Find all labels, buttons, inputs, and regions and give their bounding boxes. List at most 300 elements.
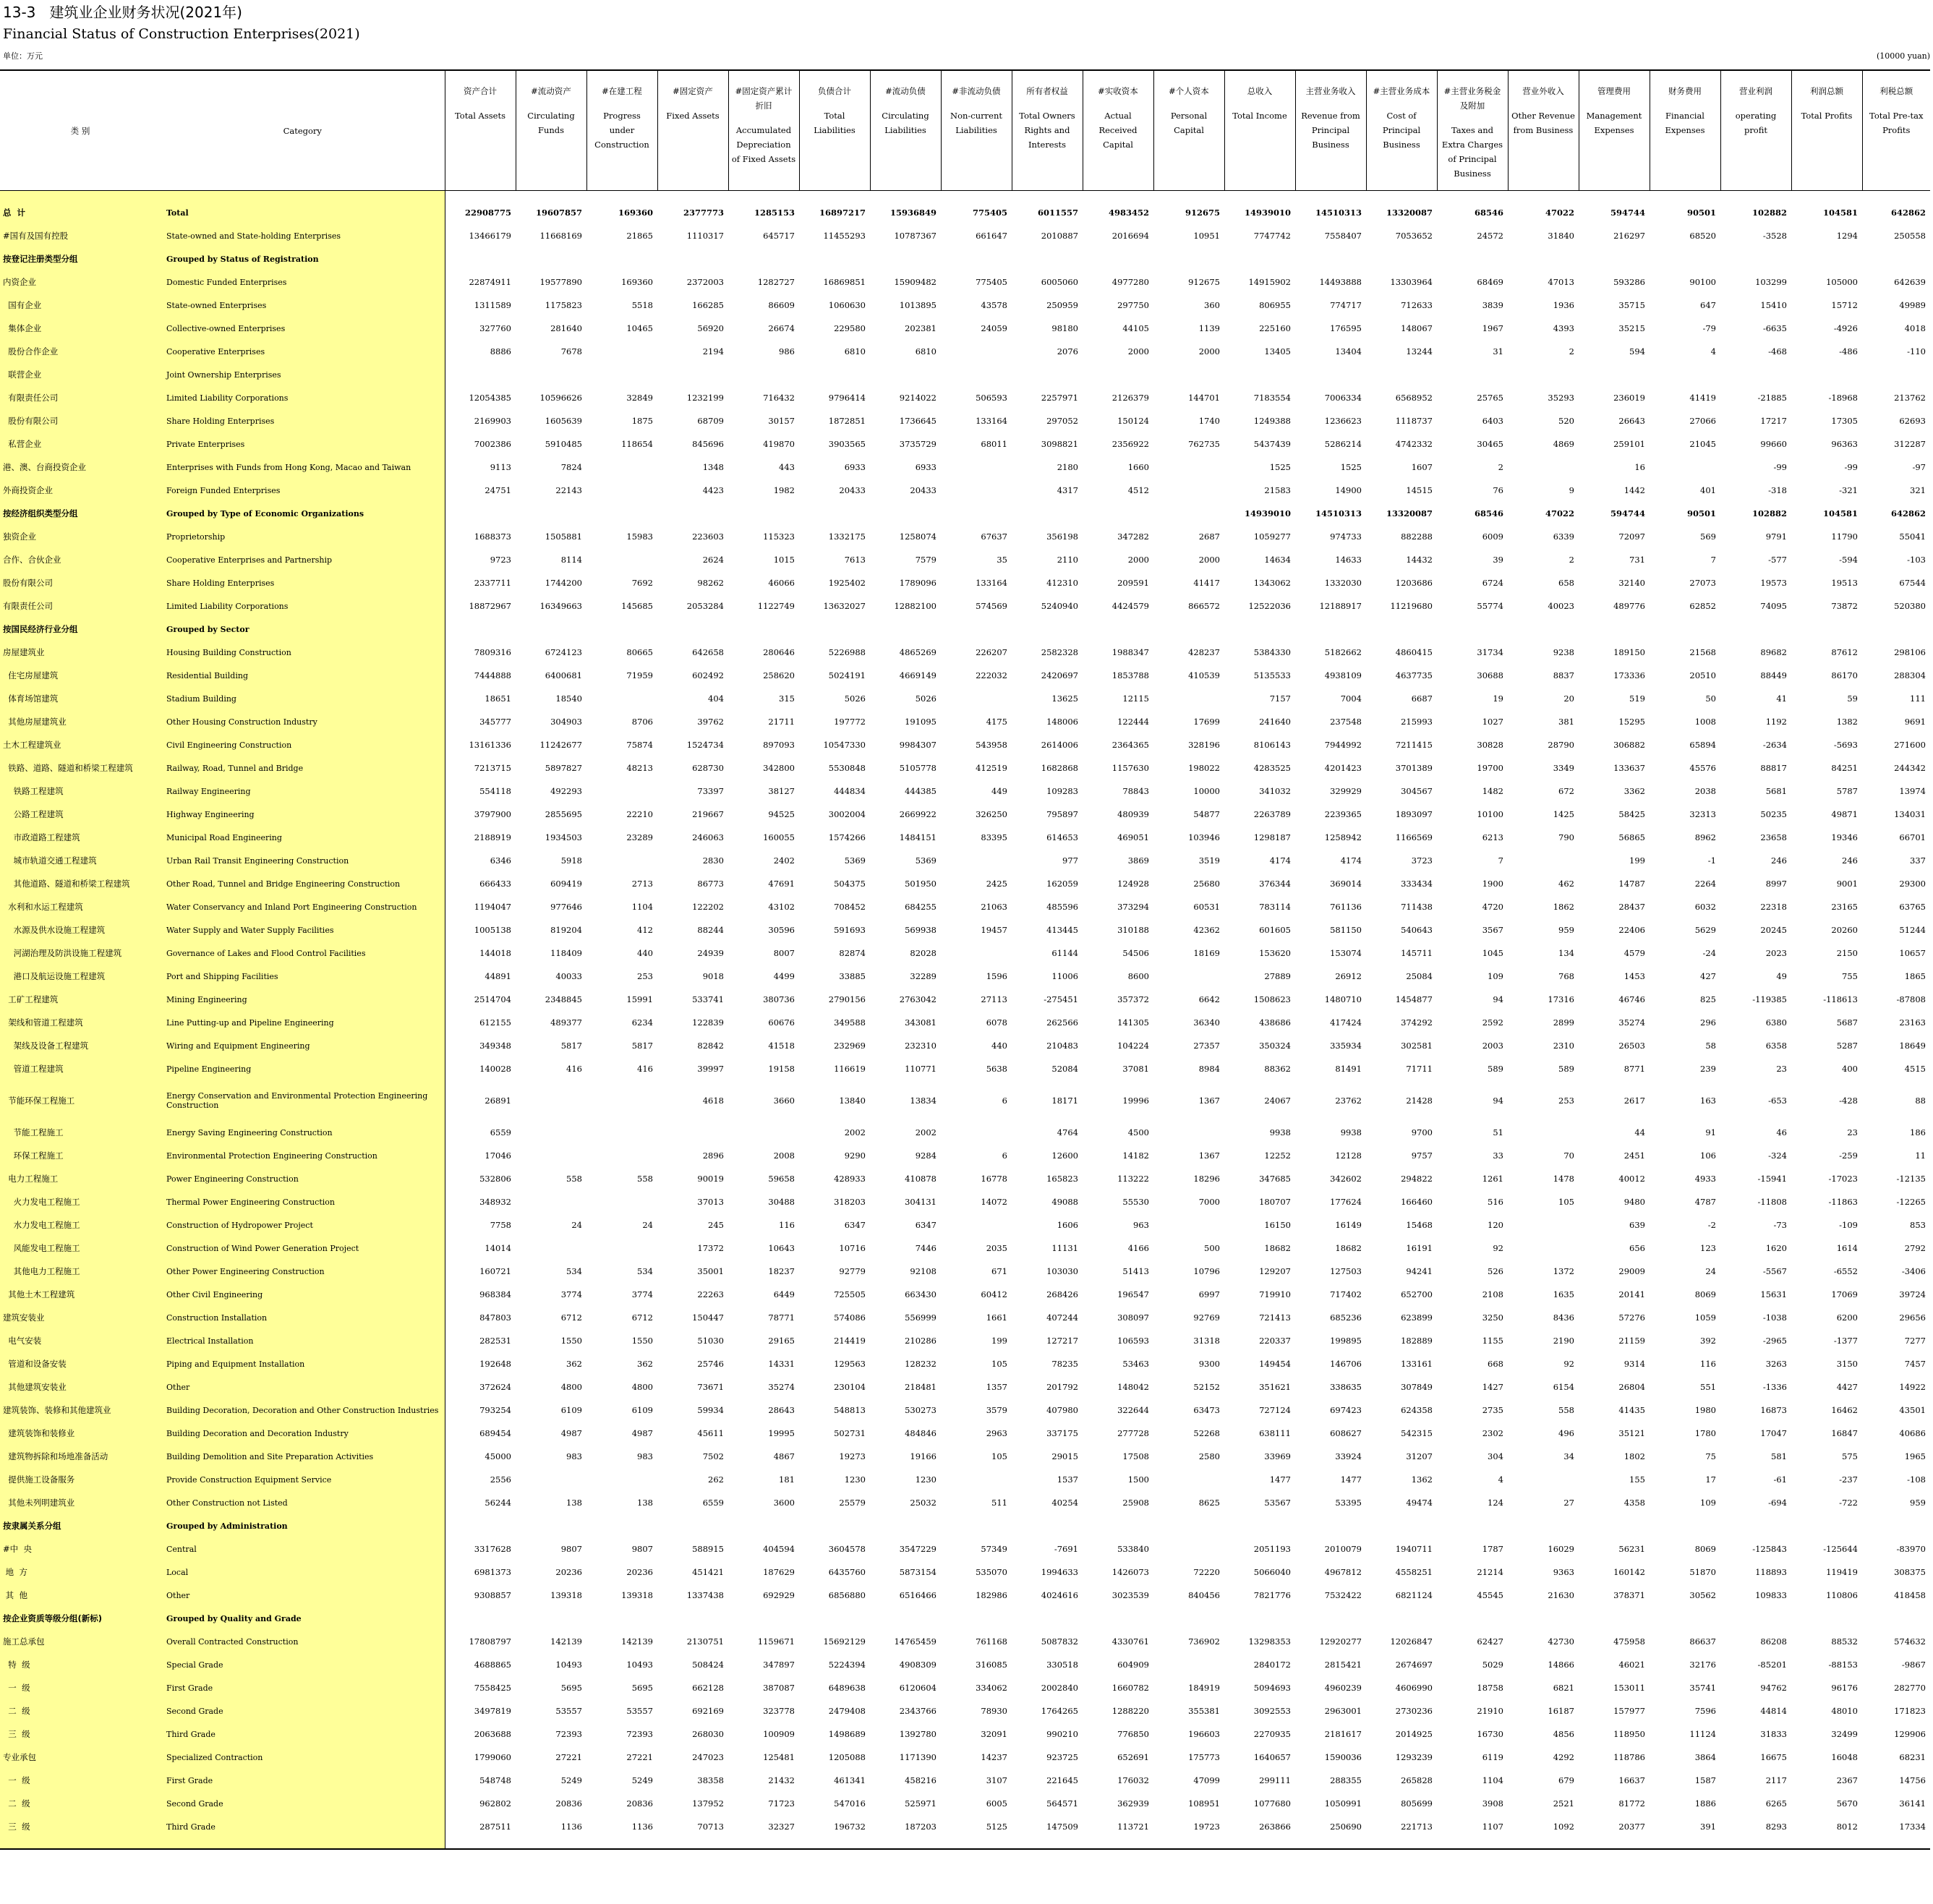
cell-value: 10493 bbox=[626, 1659, 653, 1670]
cell-value bbox=[1791, 1514, 1862, 1537]
cell-value: 1789096 bbox=[899, 577, 936, 588]
cell-value: 21432 bbox=[768, 1775, 795, 1785]
cell-value: 327760 bbox=[479, 323, 511, 333]
cell-value: 187203 bbox=[905, 1821, 936, 1832]
row-label-cn: 其他未列明建筑业 bbox=[0, 1491, 161, 1514]
row-label-en: Cooperative Enterprises and Partnership bbox=[161, 548, 445, 571]
cell-value: 977 bbox=[1062, 855, 1078, 866]
row-label-cn: 有限责任公司 bbox=[0, 386, 161, 409]
cell-value: 986 bbox=[779, 346, 795, 357]
cell-value: 8625 bbox=[1198, 1497, 1220, 1508]
row-label-en: Piping and Equipment Installation bbox=[161, 1352, 445, 1375]
cell-value: 18540 bbox=[555, 693, 582, 704]
cell-value: 4358 bbox=[1623, 1497, 1645, 1508]
cell-value: 6005 bbox=[986, 1798, 1007, 1809]
cell-value bbox=[1083, 247, 1153, 270]
cell-value: 1787 bbox=[1482, 1543, 1503, 1554]
header-col-2 bbox=[586, 70, 657, 190]
cell-value: 129207 bbox=[1259, 1265, 1291, 1276]
cell-value: 5024191 bbox=[828, 670, 866, 680]
cell-value: 9238 bbox=[1553, 646, 1574, 657]
cell-value: 86208 bbox=[1760, 1636, 1787, 1647]
cell-value: 7 bbox=[1710, 554, 1716, 565]
cell-value: 25908 bbox=[1122, 1497, 1149, 1508]
cell-value: 762735 bbox=[1188, 438, 1220, 449]
cell-value: 5105778 bbox=[899, 762, 936, 773]
cell-value: 14633 bbox=[1335, 554, 1362, 565]
cell-value bbox=[1083, 618, 1153, 641]
cell-value: 7821776 bbox=[1253, 1589, 1291, 1600]
cell-value: 2117 bbox=[1765, 1775, 1787, 1785]
cell-value bbox=[1720, 618, 1791, 641]
cell-value: 173336 bbox=[1613, 670, 1645, 680]
cell-value bbox=[516, 363, 586, 386]
cell-value: 7004 bbox=[1340, 693, 1362, 704]
cell-value bbox=[1508, 618, 1579, 641]
cell-value: 380736 bbox=[763, 994, 795, 1004]
cell-value: 343081 bbox=[905, 1017, 936, 1028]
cell-value: 19995 bbox=[768, 1427, 795, 1438]
cell-value: 3839 bbox=[1482, 299, 1503, 310]
cell-value: 1192 bbox=[1765, 716, 1787, 727]
cell-value: 4024616 bbox=[1041, 1589, 1078, 1600]
cell-value: 17372 bbox=[697, 1242, 724, 1253]
cell-value: 6009 bbox=[1482, 531, 1503, 542]
row-label-en: Port and Shipping Facilities bbox=[161, 965, 445, 988]
cell-value: 59 bbox=[1847, 693, 1858, 704]
cell-value: 819204 bbox=[550, 924, 582, 935]
cell-value: 6380 bbox=[1765, 1017, 1787, 1028]
cell-value: 139318 bbox=[550, 1589, 582, 1600]
cell-value: 5369 bbox=[844, 855, 866, 866]
cell-value: 2674697 bbox=[1395, 1659, 1433, 1670]
cell-value: 548748 bbox=[479, 1775, 511, 1785]
cell-value: 2377773 bbox=[683, 207, 724, 218]
cell-value: 86773 bbox=[697, 878, 724, 889]
cell-value: 6712 bbox=[631, 1312, 653, 1323]
cell-value: 469051 bbox=[1117, 832, 1149, 842]
cell-value: 2521 bbox=[1553, 1798, 1574, 1809]
table-row bbox=[0, 432, 1930, 456]
cell-value: 68011 bbox=[981, 438, 1007, 449]
cell-value: 6119 bbox=[1482, 1751, 1503, 1762]
cell-value: 1288220 bbox=[1111, 1705, 1149, 1716]
cell-value: 14787 bbox=[1618, 878, 1645, 889]
cell-value: 35715 bbox=[1618, 299, 1645, 310]
cell-value: 78235 bbox=[1051, 1358, 1078, 1369]
row-label-cn: 节能工程施工 bbox=[0, 1121, 161, 1144]
cell-value bbox=[941, 456, 1012, 479]
cell-value: 356198 bbox=[1046, 531, 1078, 542]
cell-value: 4867 bbox=[773, 1451, 795, 1461]
cell-value: 4856 bbox=[1553, 1728, 1574, 1739]
row-label-cn: 铁路、道路、隧道和桥梁工程建筑 bbox=[0, 756, 161, 780]
cell-value: 16029 bbox=[1548, 1543, 1574, 1554]
cell-value bbox=[941, 363, 1012, 386]
cell-value: 6120604 bbox=[899, 1682, 936, 1693]
cell-value: -97 bbox=[1912, 461, 1926, 472]
cell-value: 88532 bbox=[1831, 1636, 1858, 1647]
cell-value: 8069 bbox=[1694, 1543, 1716, 1554]
cell-value: 638111 bbox=[1259, 1427, 1291, 1438]
table-row bbox=[0, 641, 1930, 664]
cell-value: 2451 bbox=[1623, 1150, 1645, 1161]
cell-value: 2063688 bbox=[474, 1728, 511, 1739]
cell-value: 355381 bbox=[1188, 1705, 1220, 1716]
cell-value bbox=[870, 1514, 941, 1537]
cell-value: 244342 bbox=[1894, 762, 1926, 773]
cell-value: 153620 bbox=[1259, 947, 1291, 958]
cell-value: 4669149 bbox=[899, 670, 936, 680]
row-label-cn: 架线及设备工程建筑 bbox=[0, 1034, 161, 1057]
cell-value: 86609 bbox=[768, 299, 795, 310]
cell-value: 47099 bbox=[1193, 1775, 1220, 1785]
cell-value: 3317628 bbox=[474, 1543, 511, 1554]
row-label-en: Building Demolition and Site Preparation Activities bbox=[161, 1445, 445, 1468]
cell-value bbox=[1295, 363, 1366, 386]
cell-value: -2 bbox=[1707, 1219, 1716, 1230]
cell-value: 12600 bbox=[1051, 1150, 1078, 1161]
cell-value: 1136 bbox=[560, 1821, 582, 1832]
cell-value bbox=[1508, 1607, 1579, 1630]
cell-value: 458216 bbox=[905, 1775, 936, 1785]
cell-value: 2194 bbox=[702, 346, 724, 357]
cell-value: 5226988 bbox=[828, 646, 866, 657]
table-row bbox=[0, 1034, 1930, 1057]
table-row bbox=[0, 1584, 1930, 1607]
cell-value bbox=[1366, 618, 1437, 641]
cell-value: 68546 bbox=[1474, 508, 1503, 518]
cell-value: 134 bbox=[1558, 947, 1574, 958]
cell-value: 461341 bbox=[834, 1775, 866, 1785]
cell-value: 6821124 bbox=[1395, 1589, 1433, 1600]
cell-value: 21063 bbox=[981, 901, 1007, 912]
cell-value: 221645 bbox=[1046, 1775, 1078, 1785]
row-label-en: Other Housing Construction Industry bbox=[161, 710, 445, 733]
cell-value: 175773 bbox=[1188, 1751, 1220, 1762]
cell-value: 50235 bbox=[1760, 808, 1787, 819]
cell-value: 1261 bbox=[1482, 1173, 1503, 1184]
row-label-en: First Grade bbox=[161, 1676, 445, 1699]
cell-value: 666433 bbox=[479, 878, 511, 889]
cell-value: 18237 bbox=[768, 1265, 795, 1276]
cell-value: -125644 bbox=[1823, 1543, 1858, 1554]
cell-value: 302581 bbox=[1401, 1040, 1433, 1051]
cell-value: 166460 bbox=[1401, 1196, 1433, 1207]
cell-value bbox=[1153, 1537, 1224, 1561]
cell-value: 138 bbox=[566, 1497, 582, 1508]
cell-value bbox=[1508, 1121, 1579, 1144]
cell-value: 5695 bbox=[631, 1682, 653, 1693]
cell-value: 59658 bbox=[768, 1173, 795, 1184]
cell-value: 685236 bbox=[1330, 1312, 1362, 1323]
cell-value: 90019 bbox=[697, 1173, 724, 1184]
cell-value: 374292 bbox=[1401, 1017, 1433, 1028]
table-row bbox=[0, 1329, 1930, 1352]
cell-value: 32289 bbox=[910, 970, 936, 981]
cell-value: 8600 bbox=[1127, 970, 1149, 981]
cell-value: 19577890 bbox=[539, 276, 582, 287]
cell-value: -468 bbox=[1768, 346, 1787, 357]
header-col-cn: #固定资产累计折旧 bbox=[735, 86, 793, 111]
cell-value: 4800 bbox=[560, 1381, 582, 1392]
cell-value: 40686 bbox=[1899, 1427, 1926, 1438]
table-row bbox=[0, 733, 1930, 756]
cell-value: 9938 bbox=[1340, 1127, 1362, 1137]
cell-value: 14915902 bbox=[1248, 276, 1291, 287]
table-row bbox=[0, 594, 1930, 618]
cell-value: 10951 bbox=[1193, 230, 1220, 241]
cell-value: 169360 bbox=[621, 276, 653, 287]
table-row bbox=[0, 1352, 1930, 1375]
cell-value: 623899 bbox=[1401, 1312, 1433, 1323]
cell-value: 123 bbox=[1700, 1242, 1716, 1253]
cell-value: 229580 bbox=[834, 323, 866, 333]
cell-value: 41417 bbox=[1193, 577, 1220, 588]
cell-value: 591693 bbox=[834, 924, 866, 935]
cell-value bbox=[1153, 1468, 1224, 1491]
cell-value: 63473 bbox=[1193, 1404, 1220, 1415]
cell-value bbox=[1437, 247, 1508, 270]
cell-value: 171823 bbox=[1894, 1705, 1926, 1716]
row-label-en: Water Conservancy and Inland Port Engineering Construction bbox=[161, 895, 445, 918]
cell-value: 262 bbox=[708, 1474, 724, 1485]
cell-value bbox=[586, 479, 657, 502]
cell-value: 304131 bbox=[905, 1196, 936, 1207]
cell-value: 68546 bbox=[1474, 207, 1503, 218]
cell-value: 19346 bbox=[1831, 832, 1858, 842]
cell-value: 369014 bbox=[1330, 878, 1362, 889]
cell-value: 96363 bbox=[1831, 438, 1858, 449]
cell-value: 245 bbox=[708, 1219, 724, 1230]
cell-value bbox=[1791, 363, 1862, 386]
cell-value: 1060630 bbox=[828, 299, 866, 310]
cell-value: 37081 bbox=[1122, 1063, 1149, 1074]
cell-value: 4983452 bbox=[1108, 207, 1149, 218]
table-row bbox=[0, 1260, 1930, 1283]
cell-value bbox=[1437, 1607, 1508, 1630]
row-label-cn: 按国民经济行业分组 bbox=[0, 618, 161, 641]
cell-value bbox=[1012, 1607, 1083, 1630]
cell-value bbox=[586, 247, 657, 270]
cell-value: -11863 bbox=[1828, 1196, 1858, 1207]
cell-value: 443 bbox=[779, 461, 795, 472]
cell-value: 496 bbox=[1558, 1427, 1574, 1438]
cell-value: 475958 bbox=[1613, 1636, 1645, 1647]
cell-value: 1282727 bbox=[757, 276, 795, 287]
cell-value: -11808 bbox=[1757, 1196, 1787, 1207]
cell-value: 21711 bbox=[768, 716, 795, 727]
row-label-cn: 按企业资质等级分组(新标) bbox=[0, 1607, 161, 1630]
cell-value: 86637 bbox=[1689, 1636, 1716, 1647]
cell-value: 253 bbox=[637, 970, 653, 981]
cell-value: 2190 bbox=[1553, 1335, 1574, 1346]
cell-value: 520380 bbox=[1894, 600, 1926, 611]
header-col-cn: 利润总额 bbox=[1810, 86, 1843, 96]
cell-value: 71711 bbox=[1406, 1063, 1433, 1074]
cell-value: 142139 bbox=[550, 1636, 582, 1647]
cell-value bbox=[941, 247, 1012, 270]
row-label-en: Second Grade bbox=[161, 1699, 445, 1722]
row-label-cn: 其 他 bbox=[0, 1584, 161, 1607]
cell-value: 35274 bbox=[768, 1381, 795, 1392]
cell-value: -9867 bbox=[1901, 1659, 1926, 1670]
row-label-cn: 按登记注册类型分组 bbox=[0, 247, 161, 270]
cell-value: 197772 bbox=[834, 716, 866, 727]
cell-value: 1453 bbox=[1623, 970, 1645, 981]
cell-value: 6 bbox=[1002, 1095, 1007, 1106]
cell-value: 201792 bbox=[1046, 1381, 1078, 1392]
cell-value: 46066 bbox=[768, 577, 795, 588]
cell-value: -275451 bbox=[1044, 994, 1078, 1004]
cell-value: 55041 bbox=[1899, 531, 1926, 542]
cell-value: 13834 bbox=[910, 1095, 936, 1106]
cell-value: 141305 bbox=[1117, 1017, 1149, 1028]
cell-value bbox=[1720, 1607, 1791, 1630]
cell-value: 13320087 bbox=[1386, 207, 1433, 218]
cell-value bbox=[1508, 1213, 1579, 1237]
cell-value: 341032 bbox=[1259, 785, 1291, 796]
cell-value: 33 bbox=[1493, 1150, 1503, 1161]
cell-value: 44105 bbox=[1122, 323, 1149, 333]
cell-value: 20836 bbox=[555, 1798, 582, 1809]
cell-value: 2181617 bbox=[1324, 1728, 1362, 1739]
cell-value: 6403 bbox=[1482, 415, 1503, 426]
cell-value: 1682868 bbox=[1041, 762, 1078, 773]
row-label-cn: 联营企业 bbox=[0, 363, 161, 386]
table-row bbox=[0, 895, 1930, 918]
row-label-cn: 架线和管道工程建筑 bbox=[0, 1011, 161, 1034]
cell-value bbox=[1224, 363, 1295, 386]
cell-value bbox=[728, 363, 799, 386]
cell-value: 11006 bbox=[1051, 970, 1078, 981]
row-label-cn: 三 级 bbox=[0, 1815, 161, 1838]
cell-value bbox=[516, 1190, 586, 1213]
cell-value: 2150 bbox=[1836, 947, 1858, 958]
cell-value bbox=[799, 247, 870, 270]
cell-value: 60676 bbox=[768, 1017, 795, 1028]
row-label-en: Electrical Installation bbox=[161, 1329, 445, 1352]
cell-value: 1139 bbox=[1198, 323, 1220, 333]
cell-value: 4720 bbox=[1482, 901, 1503, 912]
row-label-cn: 管道和设备安装 bbox=[0, 1352, 161, 1375]
cell-value: 14922 bbox=[1899, 1381, 1926, 1392]
cell-value bbox=[1224, 1607, 1295, 1630]
cell-value: 103299 bbox=[1755, 276, 1787, 287]
cell-value: 16187 bbox=[1548, 1705, 1574, 1716]
cell-value: 438686 bbox=[1259, 1017, 1291, 1028]
cell-value: 4742332 bbox=[1395, 438, 1433, 449]
cell-value: 7758 bbox=[490, 1219, 511, 1230]
row-label-cn: 电气安装 bbox=[0, 1329, 161, 1352]
cell-value: 866572 bbox=[1188, 600, 1220, 611]
cell-value: 342602 bbox=[1330, 1173, 1362, 1184]
cell-value: 2556 bbox=[490, 1474, 511, 1485]
cell-value: 288304 bbox=[1894, 670, 1926, 680]
cell-value: 1293239 bbox=[1395, 1751, 1433, 1762]
cell-value: 968384 bbox=[479, 1289, 511, 1299]
row-label-cn: 合作、合伙企业 bbox=[0, 548, 161, 571]
cell-value: -61 bbox=[1773, 1474, 1787, 1485]
cell-value: 1525 bbox=[1269, 461, 1291, 472]
cell-value: 391 bbox=[1700, 1821, 1716, 1832]
cell-value: 412 bbox=[637, 924, 653, 935]
cell-value: 593286 bbox=[1613, 276, 1645, 287]
cell-value: 2239365 bbox=[1324, 808, 1362, 819]
row-label-cn: 港口及航运设施工程建筑 bbox=[0, 965, 161, 988]
row-label-cn: 一 级 bbox=[0, 1676, 161, 1699]
cell-value bbox=[516, 1607, 586, 1630]
cell-value: -110 bbox=[1907, 346, 1926, 357]
cell-value: 298106 bbox=[1894, 646, 1926, 657]
cell-value: 6642 bbox=[1198, 994, 1220, 1004]
cell-value: 407244 bbox=[1046, 1312, 1078, 1323]
cell-value: 216297 bbox=[1613, 230, 1645, 241]
cell-value bbox=[799, 1514, 870, 1537]
cell-value: 57276 bbox=[1618, 1312, 1645, 1323]
header-col-en: Total Profits bbox=[1801, 111, 1853, 121]
cell-value: 51870 bbox=[1689, 1566, 1716, 1577]
cell-value: 21045 bbox=[1689, 438, 1716, 449]
cell-value bbox=[1153, 247, 1224, 270]
cell-value: 106593 bbox=[1117, 1335, 1149, 1346]
cell-value bbox=[657, 618, 728, 641]
table-row bbox=[0, 247, 1930, 270]
cell-value: 1285153 bbox=[754, 207, 795, 218]
cell-value: 1015 bbox=[773, 554, 795, 565]
cell-value bbox=[1153, 502, 1224, 525]
cell-value: 410539 bbox=[1188, 670, 1220, 680]
cell-value: 60412 bbox=[981, 1289, 1007, 1299]
cell-value: 444385 bbox=[905, 785, 936, 796]
row-label-en: Third Grade bbox=[161, 1722, 445, 1746]
cell-value: 35293 bbox=[1548, 392, 1574, 403]
cell-value: 258620 bbox=[763, 670, 795, 680]
cell-value bbox=[728, 1121, 799, 1144]
cell-value: -6635 bbox=[1762, 323, 1787, 333]
cell-value bbox=[586, 1144, 657, 1167]
cell-value: 5518 bbox=[631, 299, 653, 310]
cell-value: 416 bbox=[566, 1063, 582, 1074]
cell-value: 7053652 bbox=[1395, 230, 1433, 241]
header-col-en: Circulating Funds bbox=[527, 111, 575, 135]
table-row bbox=[0, 1561, 1930, 1584]
cell-value: 574632 bbox=[1894, 1636, 1926, 1647]
cell-value: 148006 bbox=[1046, 716, 1078, 727]
cell-value: 413445 bbox=[1046, 924, 1078, 935]
cell-value bbox=[1224, 1514, 1295, 1537]
table-row bbox=[0, 270, 1930, 294]
cell-value: 642658 bbox=[692, 646, 724, 657]
cell-value: 588915 bbox=[692, 1543, 724, 1554]
cell-value: -237 bbox=[1839, 1474, 1858, 1485]
cell-value bbox=[586, 1514, 657, 1537]
table-row bbox=[0, 317, 1930, 340]
cell-value: 297052 bbox=[1046, 415, 1078, 426]
row-label-cn: 港、澳、台商投资企业 bbox=[0, 456, 161, 479]
cell-value: 7444888 bbox=[474, 670, 511, 680]
cell-value: 2002 bbox=[844, 1127, 866, 1137]
cell-value: -12135 bbox=[1896, 1173, 1926, 1184]
row-label-en: Other Construction not Listed bbox=[161, 1491, 445, 1514]
cell-value: -119385 bbox=[1752, 994, 1787, 1004]
table-row bbox=[0, 1699, 1930, 1722]
cell-value: 372624 bbox=[479, 1381, 511, 1392]
cell-value: 4787 bbox=[1694, 1196, 1716, 1207]
cell-value: 1104 bbox=[1482, 1775, 1503, 1785]
cell-value: 27113 bbox=[981, 994, 1007, 1004]
cell-value: 2016694 bbox=[1111, 230, 1149, 241]
